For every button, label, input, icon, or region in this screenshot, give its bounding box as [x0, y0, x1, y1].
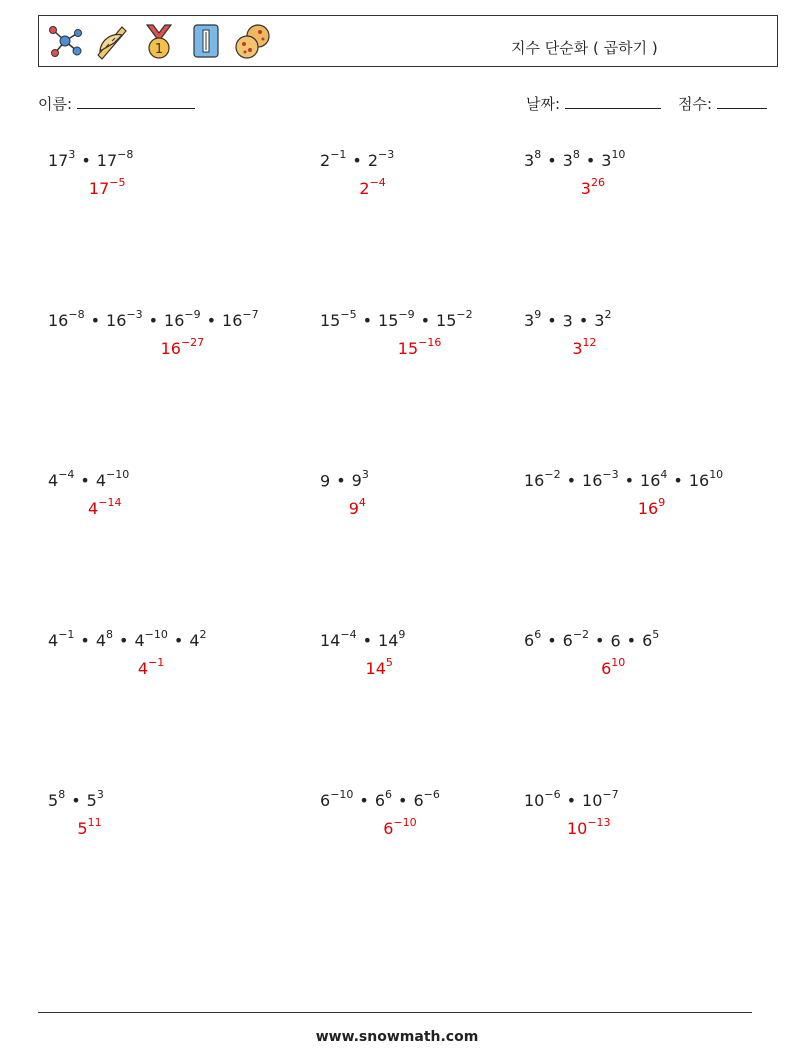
- power-base: 14: [378, 631, 399, 651]
- power-exponent: 10: [611, 656, 626, 669]
- problem-answer: [398, 338, 442, 358]
- power-exponent: −1: [148, 656, 165, 669]
- multiply-dot: •: [352, 151, 362, 171]
- power: [688, 468, 724, 491]
- power: [378, 628, 406, 651]
- problem-answer: [581, 178, 605, 198]
- power-base: 4: [88, 499, 99, 519]
- power-exponent: 6: [385, 788, 393, 801]
- footer-divider: [38, 1012, 752, 1013]
- date-line[interactable]: [565, 94, 661, 109]
- power-exponent: 8: [534, 148, 542, 161]
- power-exponent: −4: [369, 176, 386, 189]
- power: [524, 468, 561, 491]
- power: [348, 496, 366, 519]
- power-exponent: 8: [58, 788, 66, 801]
- power-base: 10: [566, 819, 588, 839]
- power: [96, 148, 134, 171]
- name-field[interactable]: [38, 93, 195, 114]
- power-exponent: −10: [330, 788, 354, 801]
- score-line[interactable]: [717, 94, 767, 109]
- power-exponent: 12: [582, 336, 597, 349]
- power-base: 6: [320, 791, 331, 811]
- power-base: 16: [582, 471, 603, 491]
- power-base: 2: [359, 179, 370, 199]
- problem-answer: [572, 338, 596, 358]
- power-exponent: −2: [544, 468, 561, 481]
- multiply-dot: •: [81, 151, 91, 171]
- power-exponent: 3: [96, 788, 104, 801]
- date-label: 날짜:: [526, 95, 561, 113]
- power-base: 6: [562, 631, 573, 651]
- power: [160, 336, 205, 359]
- power: [642, 628, 660, 651]
- power: [351, 468, 369, 491]
- power: [601, 656, 626, 679]
- power-exponent: −2: [572, 628, 590, 641]
- multiply-dot: •: [420, 311, 431, 331]
- power: [95, 468, 130, 491]
- power-base: 4: [48, 471, 59, 491]
- multiply-dot: •: [362, 631, 373, 651]
- power: [601, 148, 626, 171]
- multiply-dot: •: [595, 631, 605, 651]
- multiply-dot: •: [71, 791, 81, 811]
- power-exponent: −14: [98, 496, 122, 509]
- power-exponent: −2: [456, 308, 473, 321]
- power-exponent: −13: [587, 816, 611, 829]
- power-base: 3: [524, 151, 535, 171]
- power: [524, 628, 542, 651]
- problem-expression: [48, 790, 104, 810]
- power: [524, 788, 561, 811]
- problem-expression: [320, 310, 473, 330]
- power-base: 14: [320, 631, 341, 651]
- power: [320, 628, 357, 651]
- power-base: 17: [48, 151, 69, 171]
- multiply-dot: •: [578, 311, 589, 331]
- score-label: 점수:: [678, 95, 713, 113]
- problem-expression: [524, 630, 659, 650]
- power-exponent: −7: [242, 308, 259, 321]
- power-base: 2: [367, 151, 379, 171]
- power: [359, 176, 386, 199]
- power-exponent: −10: [144, 628, 168, 641]
- power-base: 10: [582, 791, 603, 811]
- problem-expression: [524, 790, 619, 810]
- multiply-dot: •: [547, 631, 557, 651]
- problem-answer: [638, 498, 665, 518]
- power-exponent: −8: [117, 148, 134, 161]
- multiply-dot: •: [626, 631, 637, 651]
- power-base: 15: [320, 311, 341, 331]
- power: [48, 148, 76, 171]
- power: [580, 176, 605, 199]
- multiply-dot: •: [359, 791, 369, 811]
- name-label: 이름:: [38, 95, 73, 113]
- multiply-dot: •: [90, 311, 101, 331]
- power-base: 15: [436, 311, 457, 331]
- power: [572, 336, 597, 359]
- power-exponent: 6: [534, 628, 542, 641]
- power-base: 6: [524, 631, 535, 651]
- power: [189, 628, 207, 651]
- power-base: 4: [134, 631, 145, 651]
- problem-answer: [366, 658, 393, 678]
- multiply-dot: •: [173, 631, 184, 651]
- power-exponent: −5: [340, 308, 357, 321]
- power-exponent: 2: [199, 628, 207, 641]
- power: [563, 311, 573, 330]
- power-base: 15: [397, 339, 419, 359]
- power-exponent: −6: [544, 788, 561, 801]
- problem-expression: [320, 790, 440, 810]
- power-exponent: 4: [358, 496, 366, 509]
- problem-expression: [320, 630, 405, 650]
- power: [637, 496, 666, 519]
- power-exponent: 10: [709, 468, 724, 481]
- power-exponent: −5: [109, 176, 126, 189]
- power-base: 6: [383, 819, 394, 839]
- power: [137, 656, 165, 679]
- power-base: 4: [95, 631, 107, 651]
- problem-answer: [601, 658, 625, 678]
- power-base: 16: [640, 471, 661, 491]
- power-exponent: −10: [106, 468, 130, 481]
- power-exponent: 8: [572, 148, 580, 161]
- problem-answer: [359, 178, 385, 198]
- power: [222, 308, 259, 331]
- power: [320, 788, 354, 811]
- power: [566, 816, 611, 839]
- power: [134, 628, 168, 651]
- power: [383, 816, 417, 839]
- power: [88, 176, 126, 199]
- problem-expression: [320, 150, 394, 170]
- power-exponent: −3: [602, 468, 619, 481]
- power-exponent: 5: [385, 656, 393, 669]
- power-base: 6: [642, 631, 653, 651]
- power-base: 4: [95, 471, 107, 491]
- power-exponent: 8: [106, 628, 114, 641]
- problem-expression: [48, 310, 259, 330]
- power: [320, 471, 330, 490]
- power-base: 3: [572, 339, 583, 359]
- power: [48, 468, 75, 491]
- problem-answer: [383, 818, 416, 838]
- power-exponent: 9: [658, 496, 666, 509]
- power-base: 16: [637, 499, 659, 519]
- power: [524, 308, 542, 331]
- protractor-icon: [92, 20, 132, 62]
- multiply-dot: •: [80, 471, 90, 491]
- power-base: 17: [96, 151, 118, 171]
- power: [88, 496, 122, 519]
- power-exponent: −1: [58, 628, 75, 641]
- power-base: 10: [524, 791, 545, 811]
- header-icons: [45, 20, 273, 62]
- multiply-dot: •: [119, 631, 129, 651]
- power: [582, 788, 619, 811]
- power-base: 16: [160, 339, 181, 359]
- power: [436, 308, 473, 331]
- footer-website: www.snowmath.com: [315, 1029, 479, 1045]
- power: [95, 628, 114, 651]
- power: [413, 788, 440, 811]
- multiply-dot: •: [585, 151, 596, 171]
- power-base: 16: [688, 471, 710, 491]
- power-base: 14: [365, 659, 386, 679]
- power: [77, 816, 102, 839]
- power-exponent: 5: [652, 628, 660, 641]
- multiply-dot: •: [673, 471, 683, 491]
- power-exponent: −8: [68, 308, 85, 321]
- multiply-dot: •: [80, 631, 90, 651]
- power: [397, 336, 442, 359]
- power-exponent: −3: [126, 308, 143, 321]
- power-base: 4: [189, 631, 200, 651]
- power-base: 4: [137, 659, 149, 679]
- multiply-dot: •: [398, 791, 408, 811]
- power-base: 5: [48, 791, 59, 811]
- multiply-dot: •: [148, 311, 159, 331]
- power-base: 16: [524, 471, 545, 491]
- power-base: 6: [413, 791, 424, 811]
- power-exponent: 3: [68, 148, 76, 161]
- power: [367, 148, 395, 171]
- multiply-dot: •: [206, 311, 217, 331]
- score-field[interactable]: [678, 93, 767, 114]
- power-base: 3: [562, 311, 573, 331]
- power-base: 16: [164, 311, 185, 331]
- power: [106, 308, 143, 331]
- problem-answer: [567, 818, 611, 838]
- power-exponent: −27: [180, 336, 205, 349]
- power: [48, 308, 85, 331]
- problem-expression: [320, 470, 369, 490]
- power-exponent: −9: [184, 308, 201, 321]
- power-exponent: −1: [330, 148, 347, 161]
- problem-expression: [524, 310, 611, 330]
- power-exponent: −4: [340, 628, 357, 641]
- power-base: 6: [601, 659, 612, 679]
- problem-expression: [48, 470, 129, 490]
- problem-answer: [88, 498, 121, 518]
- multiply-dot: •: [362, 311, 373, 331]
- power-exponent: −3: [378, 148, 395, 161]
- power-base: 5: [77, 819, 88, 839]
- multiply-dot: •: [547, 311, 557, 331]
- power-base: 4: [48, 631, 59, 651]
- power-base: 3: [594, 311, 605, 331]
- power: [562, 628, 590, 651]
- date-field[interactable]: [526, 93, 661, 114]
- power-exponent: −9: [398, 308, 415, 321]
- problem-expression: [48, 150, 133, 170]
- power: [48, 628, 75, 651]
- power: [164, 308, 201, 331]
- problem-expression: [48, 630, 207, 650]
- cookies-icon: [233, 20, 273, 62]
- power-base: 17: [88, 179, 110, 199]
- power: [86, 788, 104, 811]
- power-base: 9: [320, 471, 331, 491]
- problem-answer: [349, 498, 366, 518]
- problem-answer: [161, 338, 205, 358]
- power-base: 16: [106, 311, 127, 331]
- power: [610, 631, 620, 650]
- power-exponent: 9: [398, 628, 406, 641]
- power-exponent: 11: [87, 816, 102, 829]
- problem-answer: [138, 658, 164, 678]
- multiply-dot: •: [547, 151, 557, 171]
- molecule-icon: [45, 20, 85, 62]
- power: [320, 148, 347, 171]
- power-base: 15: [378, 311, 399, 331]
- problem-answer: [89, 178, 126, 198]
- power: [594, 308, 612, 331]
- power-exponent: −4: [58, 468, 75, 481]
- power: [378, 308, 415, 331]
- power-exponent: −6: [423, 788, 440, 801]
- power-base: 9: [351, 471, 362, 491]
- multiply-dot: •: [336, 471, 346, 491]
- power: [640, 468, 668, 491]
- power-base: 6: [610, 631, 621, 651]
- power-exponent: −16: [418, 336, 442, 349]
- power: [320, 308, 357, 331]
- power-base: 3: [524, 311, 535, 331]
- power-exponent: 2: [604, 308, 612, 321]
- power: [374, 788, 393, 811]
- power: [48, 788, 66, 811]
- power-base: 9: [348, 499, 359, 519]
- multiply-dot: •: [624, 471, 635, 491]
- sharpener-icon: [186, 20, 226, 62]
- power-base: 16: [222, 311, 243, 331]
- power-exponent: 9: [534, 308, 542, 321]
- power-exponent: −7: [602, 788, 619, 801]
- power-exponent: 10: [611, 148, 626, 161]
- power-exponent: 3: [361, 468, 369, 481]
- power-exponent: 26: [590, 176, 605, 189]
- problem-expression: [524, 150, 625, 170]
- power-base: 5: [86, 791, 97, 811]
- medal-icon: [139, 20, 179, 62]
- problem-answer: [77, 818, 101, 838]
- multiply-dot: •: [566, 471, 577, 491]
- power-base: 6: [374, 791, 386, 811]
- power-exponent: −10: [393, 816, 417, 829]
- power: [524, 148, 542, 171]
- worksheet-title: 지수 단순화 ( 곱하기 ): [511, 39, 658, 57]
- power-exponent: 4: [660, 468, 668, 481]
- svg-text:1: 1: [154, 42, 164, 57]
- problem-expression: [524, 470, 723, 490]
- power-base: 16: [48, 311, 69, 331]
- name-line[interactable]: [77, 94, 195, 109]
- power: [365, 656, 393, 679]
- power: [562, 148, 580, 171]
- worksheet-header: [38, 15, 778, 67]
- power-base: 3: [601, 151, 612, 171]
- power-base: 3: [580, 179, 591, 199]
- multiply-dot: •: [566, 791, 577, 811]
- power: [582, 468, 619, 491]
- power-base: 3: [562, 151, 573, 171]
- power-base: 2: [320, 151, 331, 171]
